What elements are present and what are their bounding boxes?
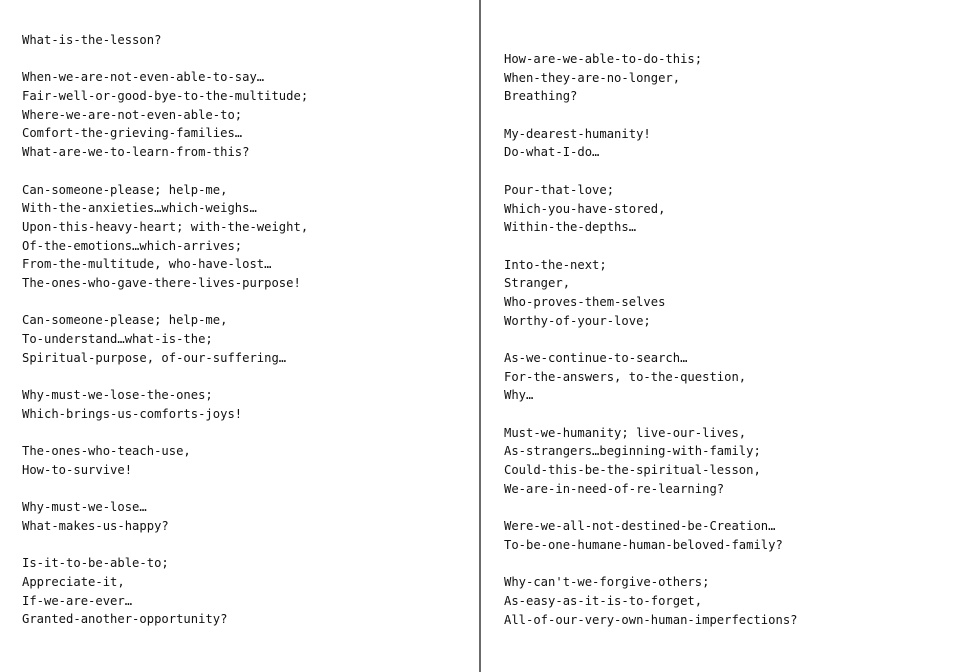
poem-line: Upon-this-heavy-heart; with-the-weight,	[22, 219, 309, 234]
poem-line: As-easy-as-it-is-to-forget,	[504, 593, 703, 608]
poem-line: To-understand…what-is-the;	[22, 332, 213, 346]
poem-line: Do-what-I-do…	[504, 145, 600, 160]
stanza-break	[22, 50, 308, 69]
stanza-break	[22, 293, 308, 312]
poem-line: My-dearest-humanity!	[504, 126, 651, 141]
poem-line: As-strangers…beginning-with-family;	[504, 444, 761, 459]
poem-line: Fair-well-or-good-bye-to-the-multitude;	[22, 89, 309, 104]
poem-line: With-the-anxieties…which-weighs…	[22, 201, 257, 216]
poem-line: Stranger,	[504, 276, 571, 291]
poem-line: As-we-continue-to-search…	[504, 351, 688, 365]
poem-line: Can-someone-please; help-me,	[22, 313, 228, 328]
poem-line: All-of-our-very-own-human-imperfections?	[504, 612, 798, 627]
poem-line: Must-we-humanity; live-our-lives,	[504, 425, 747, 440]
poem-line: Pour-that-love;	[504, 182, 615, 197]
stanza-break	[504, 555, 798, 574]
poem-line: Why…	[504, 388, 534, 403]
poem-line: Into-the-next;	[504, 257, 607, 272]
left-page	[0, 0, 479, 672]
poem-line: Worthy-of-your-love;	[504, 313, 651, 328]
poem-line: When-they-are-no-longer,	[504, 70, 681, 85]
poem-line: Where-we-are-not-even-able-to;	[22, 107, 243, 122]
poem-line: Appreciate-it,	[22, 574, 125, 589]
stanza-break	[504, 405, 798, 424]
poem-line: The-ones-who-teach-use,	[22, 444, 191, 459]
poem-line: From-the-multitude, who-have-lost…	[22, 257, 272, 272]
stanza-break	[504, 330, 798, 349]
poem-line: Why-must-we-lose-the-ones;	[22, 388, 213, 403]
poem-line: Spiritual-purpose, of-our-suffering…	[22, 350, 287, 365]
poem-line: What-are-we-to-learn-from-this?	[22, 145, 250, 160]
poem-line: Were-we-all-not-destined-be-Creation…	[504, 519, 776, 534]
stanza-break	[504, 106, 798, 125]
poem-line: For-the-answers, to-the-question,	[504, 369, 747, 384]
stanza-break	[22, 536, 308, 555]
poem-line: We-are-in-need-of-re-learning?	[504, 481, 725, 496]
poem-line: Which-you-have-stored,	[504, 201, 666, 216]
poem-line: Who-proves-them-selves	[504, 294, 666, 309]
poem-line: Granted-another-opportunity?	[22, 612, 228, 627]
poem-line: If-we-are-ever…	[22, 593, 133, 608]
poem-line: Comfort-the-grieving-families…	[22, 126, 243, 141]
poem-line: How-are-we-able-to-do-this;	[504, 52, 703, 66]
poem-line: When-we-are-not-even-able-to-say…	[22, 70, 265, 85]
poem-line: Could-this-be-the-spiritual-lesson,	[504, 463, 761, 478]
poem-line: Breathing?	[504, 89, 578, 104]
page-divider	[479, 0, 481, 672]
poem-line: The-ones-who-gave-there-lives-purpose!	[22, 275, 301, 290]
poem-line: Why-can't-we-forgive-others;	[504, 575, 710, 590]
stanza-break	[22, 480, 308, 499]
poem-line: Of-the-emotions…which-arrives;	[22, 238, 243, 253]
poem-line: To-be-one-humane-human-beloved-family?	[504, 537, 783, 552]
poem-line: Within-the-depths…	[504, 220, 637, 235]
poem-line: What-is-the-lesson?	[22, 33, 162, 47]
right-poem-text	[504, 50, 798, 629]
stanza-break	[22, 423, 308, 442]
poem-line: Is-it-to-be-able-to;	[22, 556, 169, 571]
right-page	[482, 0, 960, 672]
stanza-break	[504, 162, 798, 181]
stanza-break	[22, 162, 308, 181]
poem-line: Can-someone-please; help-me,	[22, 182, 228, 197]
stanza-break	[504, 499, 798, 518]
poem-line: What-makes-us-happy?	[22, 518, 169, 533]
poem-line: Why-must-we-lose…	[22, 500, 147, 515]
poem-line: Which-brings-us-comforts-joys!	[22, 406, 243, 421]
stanza-break	[22, 367, 308, 386]
stanza-break	[504, 237, 798, 256]
poem-line: How-to-survive!	[22, 462, 133, 477]
left-poem-text	[22, 31, 308, 629]
